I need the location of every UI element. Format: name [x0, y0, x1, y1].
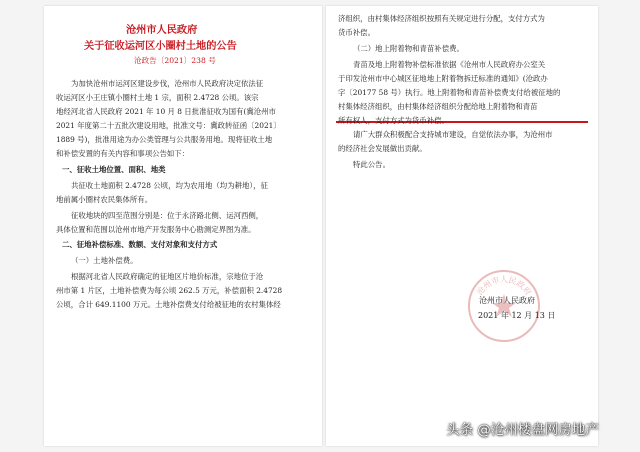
document-number: 沧政告〔2021〕238 号 — [134, 56, 216, 65]
paragraph-line: 货币补偿。 — [338, 28, 375, 37]
paragraph-line: 共征收土地面积 2.4728 公顷，均为农用地（均为耕地），征 — [71, 181, 268, 190]
document-page-right — [326, 6, 598, 446]
paragraph-line: 和补偿安置的有关内容和事项公告如下： — [56, 149, 190, 158]
subsection-heading: （一）土地补偿费。 — [71, 256, 138, 265]
official-seal-stamp — [466, 268, 542, 344]
section-heading: 一、征收土地位置、面积、地类 — [62, 165, 166, 174]
closing-phrase: 特此公告。 — [353, 160, 390, 169]
paragraph-line: 青苗及地上附着物补偿标准依据《沧州市人民政府办公室关 — [353, 60, 546, 69]
signature-date: 2021 年 12 月 13 日 — [478, 311, 556, 320]
paragraph-line: 征收地块的四至范围分别是：位于永济路北侧、运河西侧， — [71, 211, 264, 220]
paragraph-line: 地经河北省人民政府 2021 年 10 月 8 日批准征收为国有(冀沧州市 — [56, 107, 276, 116]
signature-organization: 沧州市人民政府 — [479, 296, 535, 305]
paragraph-line: 地前属小圈村农民集体所有。 — [56, 195, 153, 204]
paragraph-line: 字〔20177 58 号）执行。地上附着物和青苗补偿费支付给被征地的 — [338, 88, 561, 97]
paragraph-line: 为加快沧州市运河区建设步伐，沧州市人民政府决定依法征 — [71, 79, 264, 88]
paragraph-line: 州市第 1 片区，土地补偿费为每公顷 262.5 万元，补偿面积 2.4728 — [56, 286, 283, 295]
paragraph-line: 的经济社会发展做出贡献。 — [338, 144, 427, 153]
notice-title: 关于征收运河区小圈村土地的公告 — [84, 40, 237, 52]
notice-title-issuer: 沧州市人民政府 — [126, 24, 198, 36]
paragraph-line: 根据河北省人民政府确定的征地区片地价标准，宗地位于沧 — [71, 272, 264, 281]
paragraph-line: 具体位置和范围以沧州市地产开发服务中心勘测定界图为准。 — [56, 225, 256, 234]
paragraph-line: 济组织，由村集体经济组织按照有关规定进行分配，支付方式为 — [338, 14, 545, 23]
svg-text:沧州市人民政府: 沧州市人民政府 — [475, 275, 533, 297]
paragraph-line: 请广大群众积极配合支持城市建设，自觉依法办事，为沧州市 — [353, 130, 553, 139]
paragraph-line: 1889 号)，批准用途为办公类管理与公共服务用地。现将征收土地 — [56, 135, 273, 144]
subsection-heading: （二）地上附着物和青苗补偿费。 — [353, 44, 464, 53]
document-page-left — [44, 6, 322, 446]
paragraph-line: 所有权人，支付方式为货币补偿。 — [338, 116, 449, 125]
section-heading: 二、征地补偿标准、数额、支付对象和支付方式 — [62, 240, 218, 249]
paragraph-line: 村集体经济组织，由村集体经济组织分配给地上附着物和青苗 — [338, 102, 538, 111]
paragraph-line: 2021 年度第二十五批次建设用地，批准文号：冀政转征函〔2021〕 — [56, 121, 281, 130]
paragraph-line: 于印发沧州市中心城区征地地上附着物拆迁标准的通知》(沧政办 — [338, 74, 548, 83]
paragraph-line: 公顷，合计 649.1100 万元。土地补偿费支付给被征地的农村集体经 — [56, 300, 281, 309]
paragraph-line: 收运河区小王庄镇小圈村土地 1 宗，面积 2.4728 公顷。该宗 — [56, 93, 259, 102]
watermark-text: 头条 @沧州楼盘网房地产 — [446, 422, 599, 438]
